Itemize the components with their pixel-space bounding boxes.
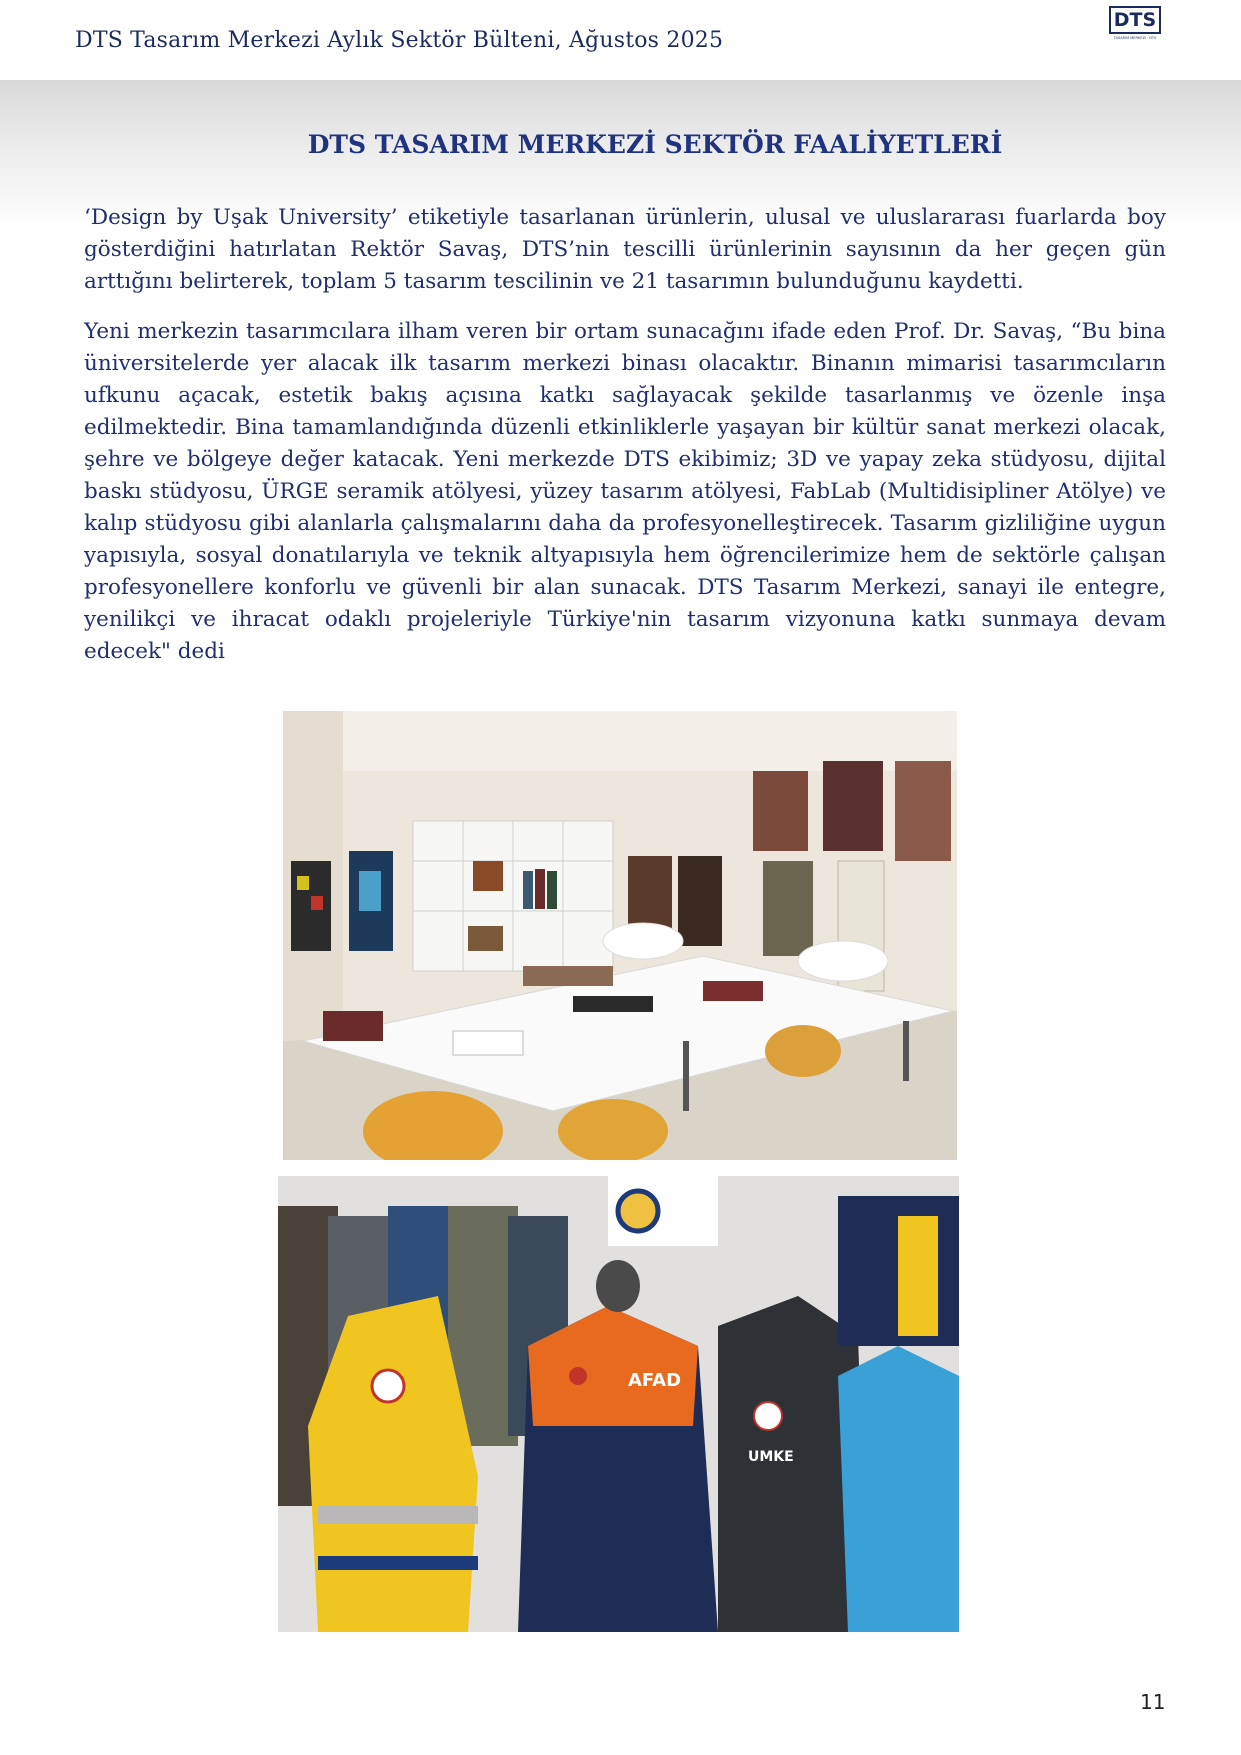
- studio-illustration: [283, 711, 957, 1160]
- bulletin-title: DTS Tasarım Merkezi Aylık Sektör Bülteni, Ağustos 2025: [75, 28, 724, 53]
- paragraph-1: ‘Design by Uşak University’ etiketiyle tasarlanan ürünlerin, ulusal ve uluslararası fuarlarda boy gösterdiğini hatırlatan Rektör Savaş, DTS’nin tescilli ürünlerinin sayısının da her geçen gün arttığını belirterek, toplam 5 tasarım tescilinin ve 21 tasarımın bulunduğunu kaydetti.: [84, 205, 1166, 294]
- afad-label: AFAD: [628, 1370, 682, 1391]
- dts-logo: [1108, 6, 1162, 58]
- studio-photo: [283, 711, 957, 1160]
- page-number: 11: [1140, 1690, 1166, 1714]
- jackets-illustration: [278, 1176, 959, 1632]
- logo-mark: DTS: [1109, 6, 1161, 34]
- jackets-photo: [278, 1176, 959, 1632]
- section-title: DTS TASARIM MERKEZİ SEKTÖR FAALİYETLERİ: [307, 130, 1003, 159]
- paragraph-2: Yeni merkezin tasarımcılara ilham veren bir ortam sunacağını ifade eden Prof. Dr. Savaş, “Bu bina üniversitelerde yer alacak ilk tasarım merkezi binası olacaktır. Binanın mimarisi tasarımcıların ufkunu açacak, estetik bakış açısına katkı sağlayacak şekilde tasarlanmış ve özenle inşa edilmektedir. Bina tamamlandığında düzenli etkinliklerle yaşayan bir kültür sanat merkezi olacak, şehre ve bölgeye değer katacak. Yeni merkezde DTS ekibimiz; 3D ve yapay zeka stüdyosu, dijital baskı stüdyosu, ÜRGE seramik atölyesi, yüzey tasarım atölyesi, FabLab (Multidisipliner Atölye) ve kalıp stüdyosu gibi alanlarla çalışmalarını daha da profesyonelleştirecek. Tasarım gizliliğine uygun yapısıyla, sosyal donatılarıyla ve teknik altyapısıyla hem öğrencilerimize hem de sektörle çalışan profesyonellere konforlu ve güvenli bir alan sunacak. DTS Tasarım Merkezi, sanayi ile entegre, yenilikçi ve ihracat odaklı projeleriyle Türkiye'nin tasarım vizyonuna katkı sunmaya devam edecek" dedi: [84, 319, 1166, 664]
- page-header: [0, 0, 1241, 80]
- umke-label: UMKE: [748, 1449, 794, 1465]
- logo-caption: TASARIM MERKEZİ · DTS: [1113, 36, 1157, 40]
